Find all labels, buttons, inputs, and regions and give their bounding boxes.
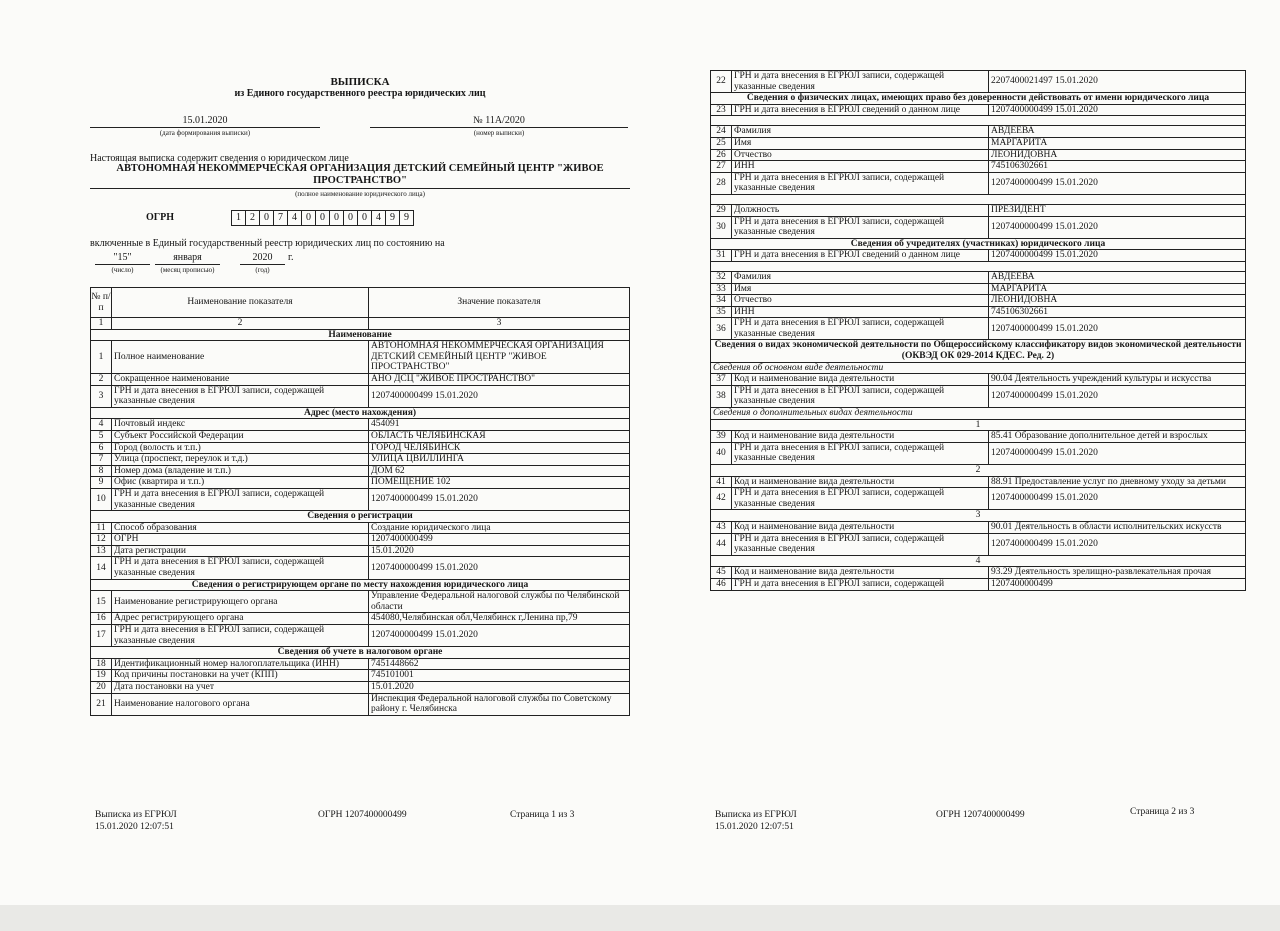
- row-number: 34: [711, 295, 732, 307]
- indicator-value: 93.29 Деятельность зрелищно-развлекательная прочая: [989, 567, 1246, 579]
- indicator-name: Идентификационный номер налогоплательщика (ИНН): [112, 658, 369, 670]
- row-number: 31: [711, 250, 732, 262]
- table-row: [91, 419, 630, 431]
- indicator-value: ЛЕОНИДОВНА: [989, 295, 1246, 307]
- row-number: 8: [91, 465, 112, 477]
- state-month: января: [173, 252, 202, 263]
- indicator-value: 1207400000499 15.01.2020: [989, 250, 1246, 262]
- indicator-value: 90.04 Деятельность учреждений культуры и искусства: [989, 374, 1246, 386]
- indicator-value: Создание юридического лица: [369, 522, 630, 534]
- state-day-caption: (число): [111, 266, 134, 274]
- item-number-row: [711, 555, 1246, 567]
- indicator-value: МАРГАРИТА: [989, 137, 1246, 149]
- indicator-value: Управление Федеральной налоговой службы по Челябинской области: [369, 591, 630, 613]
- divider: [90, 127, 320, 128]
- indicator-value: 745106302661: [989, 161, 1246, 173]
- row-number: 32: [711, 271, 732, 283]
- indicator-name: Должность: [732, 204, 989, 216]
- section-header-row: [711, 340, 1246, 362]
- blank-row: [711, 261, 1246, 271]
- item-number-row: [711, 419, 1246, 431]
- section-title: Сведения о регистрирующем органе по месту нахождения юридического лица: [91, 579, 630, 591]
- footer-page-number: Страница 1 из 3: [510, 810, 575, 820]
- extract-date-caption: (дата формирования выписки): [159, 129, 251, 137]
- indicator-name: ГРН и дата внесения в ЕГРЮЛ записи, содержащей указанные сведения: [112, 385, 369, 407]
- footer-timestamp: 15.01.2020 12:07:51: [715, 822, 794, 832]
- ogrn-digit: 0: [357, 210, 372, 226]
- table-row: [91, 454, 630, 466]
- table-row: [91, 341, 630, 374]
- ogrn-digit: 0: [343, 210, 358, 226]
- row-number: 29: [711, 204, 732, 216]
- item-number: 4: [711, 555, 1246, 567]
- indicator-name: Офис (квартира и т.п.): [112, 477, 369, 489]
- row-number: 37: [711, 374, 732, 386]
- indicator-name: ГРН и дата внесения в ЕГРЮЛ записи, содержащей указанные сведения: [732, 488, 989, 510]
- column-index-row: [91, 318, 630, 330]
- indicator-value: ОБЛАСТЬ ЧЕЛЯБИНСКАЯ: [369, 430, 630, 442]
- column-index: 2: [112, 318, 369, 330]
- scan-edge: [0, 905, 1280, 931]
- table-row: [711, 442, 1246, 464]
- indicator-name: Имя: [732, 283, 989, 295]
- row-number: 22: [711, 71, 732, 93]
- indicator-value: ДОМ 62: [369, 465, 630, 477]
- document-title: ВЫПИСКА: [330, 76, 390, 88]
- section-header-row: [91, 407, 630, 419]
- indicator-value: АВДЕЕВА: [989, 126, 1246, 138]
- indicator-name: Код и наименование вида деятельности: [732, 521, 989, 533]
- item-number-row: [711, 510, 1246, 522]
- indicator-value: 1207400000499 15.01.2020: [989, 385, 1246, 407]
- ogrn-digit: 4: [371, 210, 386, 226]
- item-number: 2: [711, 465, 1246, 477]
- ogrn-cells: [232, 210, 414, 226]
- subsection-header-row: [711, 408, 1246, 420]
- footer-ogrn: ОГРН 1207400000499: [318, 810, 407, 820]
- extract-table-page-2: [710, 70, 1246, 591]
- indicator-value: 1207400000499 15.01.2020: [989, 104, 1246, 116]
- row-number: 33: [711, 283, 732, 295]
- row-number: 10: [91, 488, 112, 510]
- item-number: 3: [711, 510, 1246, 522]
- row-number: 5: [91, 430, 112, 442]
- item-number-row: [711, 465, 1246, 477]
- row-number: 7: [91, 454, 112, 466]
- table-row: [711, 431, 1246, 443]
- indicator-name: ИНН: [732, 306, 989, 318]
- column-index: 1: [91, 318, 112, 330]
- column-header-name: Наименование показателя: [112, 288, 369, 318]
- column-header-number: № п/п: [91, 288, 112, 318]
- table-row: [91, 534, 630, 546]
- indicator-name: ГРН и дата внесения в ЕГРЮЛ записи, содержащей указанные сведения: [732, 533, 989, 555]
- indicator-name: Полное наименование: [112, 341, 369, 374]
- row-number: 11: [91, 522, 112, 534]
- indicator-name: Номер дома (владение и т.п.): [112, 465, 369, 477]
- indicator-name: ГРН и дата внесения в ЕГРЮЛ сведений о данном лице: [732, 250, 989, 262]
- page-2: [640, 0, 1280, 931]
- table-row: [91, 465, 630, 477]
- indicator-value: ПОМЕЩЕНИЕ 102: [369, 477, 630, 489]
- section-title: Сведения об учредителях (участниках) юридического лица: [711, 238, 1246, 250]
- row-number: 36: [711, 318, 732, 340]
- row-number: 24: [711, 126, 732, 138]
- indicator-name: Способ образования: [112, 522, 369, 534]
- table-row: [91, 658, 630, 670]
- table-row: [91, 625, 630, 647]
- ogrn-digit: 0: [259, 210, 274, 226]
- indicator-name: Город (волость и т.п.): [112, 442, 369, 454]
- row-number: 46: [711, 578, 732, 590]
- table-row: [91, 591, 630, 613]
- table-row: [711, 567, 1246, 579]
- table-row: [711, 126, 1246, 138]
- indicator-name: Дата постановки на учет: [112, 682, 369, 694]
- footer-source: Выписка из ЕГРЮЛ: [715, 810, 797, 820]
- indicator-value: 15.01.2020: [369, 545, 630, 557]
- row-number: 30: [711, 216, 732, 238]
- row-number: 45: [711, 567, 732, 579]
- extract-date: 15.01.2020: [182, 115, 228, 126]
- table-row: [711, 149, 1246, 161]
- indicator-name: Наименование налогового органа: [112, 693, 369, 715]
- indicator-name: Код причины постановки на учет (КПП): [112, 670, 369, 682]
- indicator-name: ГРН и дата внесения в ЕГРЮЛ записи, содержащей: [732, 578, 989, 590]
- indicator-name: ГРН и дата внесения в ЕГРЮЛ записи, содержащей указанные сведения: [732, 385, 989, 407]
- table-row: [711, 374, 1246, 386]
- indicator-value: МАРГАРИТА: [989, 283, 1246, 295]
- indicator-name: Имя: [732, 137, 989, 149]
- org-full-name-line1: АВТОНОМНАЯ НЕКОММЕРЧЕСКАЯ ОРГАНИЗАЦИЯ ДЕТСКИЙ СЕМЕЙНЫЙ ЦЕНТР "ЖИВОЕ: [116, 163, 604, 174]
- column-header-value: Значение показателя: [369, 288, 630, 318]
- column-index: 3: [369, 318, 630, 330]
- footer-timestamp: 15.01.2020 12:07:51: [95, 822, 174, 832]
- indicator-value: 1207400000499: [989, 578, 1246, 590]
- row-number: 38: [711, 385, 732, 407]
- row-number: 16: [91, 613, 112, 625]
- table-row: [711, 204, 1246, 216]
- section-header-row: [91, 579, 630, 591]
- ogrn-digit: 9: [385, 210, 400, 226]
- indicator-name: ГРН и дата внесения в ЕГРЮЛ записи, содержащей указанные сведения: [732, 71, 989, 93]
- row-number: 6: [91, 442, 112, 454]
- row-number: 19: [91, 670, 112, 682]
- extract-table-page-1: [90, 287, 630, 716]
- indicator-value: 1207400000499 15.01.2020: [989, 442, 1246, 464]
- indicator-value: 454080,Челябинская обл,Челябинск г,Ленина пр,79: [369, 613, 630, 625]
- section-title: Наименование: [91, 329, 630, 341]
- indicator-value: УЛИЦА ЦВИЛЛИНГА: [369, 454, 630, 466]
- indicator-value: АНО ДСЦ "ЖИВОЕ ПРОСТРАНСТВО": [369, 373, 630, 385]
- blank-row: [711, 194, 1246, 204]
- section-title: Сведения о видах экономической деятельности по Общероссийскому классификатору видов экономической деятельности (ОКВЭД ОК 029-2014 КДЕС. Ред. 2): [711, 340, 1246, 362]
- table-row: [91, 385, 630, 407]
- ogrn-digit: 0: [315, 210, 330, 226]
- indicator-name: Код и наименование вида деятельности: [732, 476, 989, 488]
- table-row: [711, 250, 1246, 262]
- section-title: Адрес (место нахождения): [91, 407, 630, 419]
- table-row: [711, 137, 1246, 149]
- row-number: 4: [91, 419, 112, 431]
- table-row: [91, 545, 630, 557]
- table-row: [91, 557, 630, 579]
- table-row: [91, 442, 630, 454]
- blank-cell: [711, 194, 1246, 204]
- row-number: 18: [91, 658, 112, 670]
- row-number: 40: [711, 442, 732, 464]
- indicator-name: ИНН: [732, 161, 989, 173]
- indicator-value: ГОРОД ЧЕЛЯБИНСК: [369, 442, 630, 454]
- subsection-header-row: [711, 362, 1246, 374]
- table-row: [711, 521, 1246, 533]
- indicator-value: 88.91 Предоставление услуг по дневному уходу за детьми: [989, 476, 1246, 488]
- indicator-name: Код и наименование вида деятельности: [732, 567, 989, 579]
- footer-page-number: Страница 2 из 3: [1130, 807, 1195, 817]
- table-row: [711, 295, 1246, 307]
- row-number: 17: [91, 625, 112, 647]
- table-row: [91, 682, 630, 694]
- extract-number-caption: (номер выписки): [473, 129, 525, 137]
- org-name-caption: (полное наименование юридического лица): [295, 190, 425, 198]
- indicator-value: АВТОНОМНАЯ НЕКОММЕРЧЕСКАЯ ОРГАНИЗАЦИЯ ДЕТСКИЙ СЕМЕЙНЫЙ ЦЕНТР "ЖИВОЕ ПРОСТРАНСТВО": [369, 341, 630, 374]
- indicator-value: 454091: [369, 419, 630, 431]
- indicator-value: 1207400000499 15.01.2020: [989, 172, 1246, 194]
- table-row: [711, 533, 1246, 555]
- indicator-name: ГРН и дата внесения в ЕГРЮЛ записи, содержащей указанные сведения: [112, 557, 369, 579]
- table-row: [91, 522, 630, 534]
- row-number: 44: [711, 533, 732, 555]
- indicator-value: 7451448662: [369, 658, 630, 670]
- row-number: 43: [711, 521, 732, 533]
- indicator-name: Сокращенное наименование: [112, 373, 369, 385]
- row-number: 26: [711, 149, 732, 161]
- table-row: [711, 104, 1246, 116]
- indicator-value: ПРЕЗИДЕНТ: [989, 204, 1246, 216]
- state-month-caption: (месяц прописью): [160, 266, 215, 274]
- indicator-value: 15.01.2020: [369, 682, 630, 694]
- section-header-row: [711, 93, 1246, 105]
- table-row: [711, 161, 1246, 173]
- indicator-name: ГРН и дата внесения в ЕГРЮЛ сведений о данном лице: [732, 104, 989, 116]
- ogrn-digit: 1: [231, 210, 246, 226]
- section-header-row: [711, 238, 1246, 250]
- indicator-name: Код и наименование вида деятельности: [732, 374, 989, 386]
- divider: [155, 264, 220, 265]
- indicator-value: 1207400000499 15.01.2020: [369, 488, 630, 510]
- row-number: 20: [91, 682, 112, 694]
- row-number: 2: [91, 373, 112, 385]
- table-row: [91, 373, 630, 385]
- row-number: 28: [711, 172, 732, 194]
- row-number: 9: [91, 477, 112, 489]
- divider: [370, 127, 628, 128]
- ogrn-digit: 4: [287, 210, 302, 226]
- subsection-title: Сведения о дополнительных видах деятельности: [711, 408, 1246, 420]
- indicator-value: 1207400000499 15.01.2020: [369, 385, 630, 407]
- table-row: [711, 283, 1246, 295]
- indicator-value: 745101001: [369, 670, 630, 682]
- row-number: 41: [711, 476, 732, 488]
- indicator-name: ГРН и дата внесения в ЕГРЮЛ записи, содержащей указанные сведения: [732, 442, 989, 464]
- row-number: 42: [711, 488, 732, 510]
- divider: [95, 264, 150, 265]
- indicator-value: 2207400021497 15.01.2020: [989, 71, 1246, 93]
- table-row: [711, 216, 1246, 238]
- indicator-value: 1207400000499 15.01.2020: [989, 533, 1246, 555]
- indicator-value: 90.01 Деятельность в области исполнительских искусств: [989, 521, 1246, 533]
- row-number: 27: [711, 161, 732, 173]
- indicator-value: 1207400000499 15.01.2020: [369, 557, 630, 579]
- indicator-name: Улица (проспект, переулок и т.д.): [112, 454, 369, 466]
- table-row: [711, 306, 1246, 318]
- section-header-row: [91, 647, 630, 659]
- item-number: 1: [711, 419, 1246, 431]
- row-number: 35: [711, 306, 732, 318]
- indicator-value: 745106302661: [989, 306, 1246, 318]
- table-row: [91, 477, 630, 489]
- divider: [240, 264, 285, 265]
- section-title: Сведения о регистрации: [91, 511, 630, 523]
- table-row: [91, 670, 630, 682]
- indicator-name: ГРН и дата внесения в ЕГРЮЛ записи, содержащей указанные сведения: [732, 318, 989, 340]
- row-number: 39: [711, 431, 732, 443]
- indicator-name: ГРН и дата внесения в ЕГРЮЛ записи, содержащей указанные сведения: [112, 488, 369, 510]
- indicator-name: Почтовый индекс: [112, 419, 369, 431]
- ogrn-digit: 0: [301, 210, 316, 226]
- table-row: [711, 271, 1246, 283]
- indicator-name: ГРН и дата внесения в ЕГРЮЛ записи, содержащей указанные сведения: [112, 625, 369, 647]
- blank-cell: [711, 261, 1246, 271]
- table-row: [711, 71, 1246, 93]
- org-full-name-line2: ПРОСТРАНСТВО": [313, 175, 407, 186]
- blank-row: [711, 116, 1246, 126]
- indicator-value: ЛЕОНИДОВНА: [989, 149, 1246, 161]
- ogrn-digit: 7: [273, 210, 288, 226]
- indicator-name: Фамилия: [732, 126, 989, 138]
- indicator-value: 1207400000499 15.01.2020: [989, 318, 1246, 340]
- table-row: [711, 488, 1246, 510]
- state-day: "15": [113, 252, 132, 263]
- section-header-row: [91, 329, 630, 341]
- indicator-value: 1207400000499: [369, 534, 630, 546]
- ogrn-digit: 9: [399, 210, 414, 226]
- indicator-name: ОГРН: [112, 534, 369, 546]
- indicator-name: Отчество: [732, 149, 989, 161]
- indicator-name: Дата регистрации: [112, 545, 369, 557]
- state-year-suffix: г.: [288, 252, 294, 263]
- row-number: 15: [91, 591, 112, 613]
- indicator-value: Инспекция Федеральной налоговой службы по Советскому району г. Челябинска: [369, 693, 630, 715]
- footer-source: Выписка из ЕГРЮЛ: [95, 810, 177, 820]
- ogrn-digit: 0: [329, 210, 344, 226]
- row-number: 25: [711, 137, 732, 149]
- extract-number: № 11А/2020: [473, 115, 525, 126]
- indicator-name: ГРН и дата внесения в ЕГРЮЛ записи, содержащей указанные сведения: [732, 216, 989, 238]
- indicator-name: Отчество: [732, 295, 989, 307]
- indicator-value: 1207400000499 15.01.2020: [989, 216, 1246, 238]
- table-row: [91, 613, 630, 625]
- divider: [90, 188, 630, 189]
- blank-cell: [711, 116, 1246, 126]
- table-row: [711, 318, 1246, 340]
- state-year-caption: (год): [255, 266, 270, 274]
- table-row: [711, 578, 1246, 590]
- footer-ogrn: ОГРН 1207400000499: [936, 810, 1025, 820]
- intro-text: Настоящая выписка содержит сведения о юридическом лице: [90, 153, 349, 164]
- table-header-row: [91, 288, 630, 318]
- indicator-name: Наименование регистрирующего органа: [112, 591, 369, 613]
- included-text: включенные в Единый государственный реестр юридических лиц по состоянию на: [90, 238, 445, 249]
- indicator-value: 85.41 Образование дополнительное детей и взрослых: [989, 431, 1246, 443]
- row-number: 1: [91, 341, 112, 374]
- row-number: 14: [91, 557, 112, 579]
- indicator-name: Адрес регистрирующего органа: [112, 613, 369, 625]
- ogrn-label: ОГРН: [146, 212, 175, 223]
- ogrn-digit: 2: [245, 210, 260, 226]
- section-header-row: [91, 511, 630, 523]
- section-title: Сведения об учете в налоговом органе: [91, 647, 630, 659]
- indicator-value: 1207400000499 15.01.2020: [989, 488, 1246, 510]
- indicator-value: 1207400000499 15.01.2020: [369, 625, 630, 647]
- indicator-name: Субъект Российской Федерации: [112, 430, 369, 442]
- indicator-name: ГРН и дата внесения в ЕГРЮЛ записи, содержащей указанные сведения: [732, 172, 989, 194]
- state-year: 2020: [252, 252, 273, 263]
- table-row: [711, 385, 1246, 407]
- indicator-name: Код и наименование вида деятельности: [732, 431, 989, 443]
- table-row: [711, 172, 1246, 194]
- section-title: Сведения о физических лицах, имеющих право без доверенности действовать от имени юридического лица: [711, 93, 1246, 105]
- row-number: 21: [91, 693, 112, 715]
- row-number: 13: [91, 545, 112, 557]
- table-row: [91, 488, 630, 510]
- row-number: 3: [91, 385, 112, 407]
- subsection-title: Сведения об основном виде деятельности: [711, 362, 1246, 374]
- row-number: 12: [91, 534, 112, 546]
- table-row: [91, 693, 630, 715]
- row-number: 23: [711, 104, 732, 116]
- indicator-name: Фамилия: [732, 271, 989, 283]
- document-subtitle: из Единого государственного реестра юридических лиц: [234, 88, 486, 99]
- table-row: [711, 476, 1246, 488]
- indicator-value: АВДЕЕВА: [989, 271, 1246, 283]
- table-row: [91, 430, 630, 442]
